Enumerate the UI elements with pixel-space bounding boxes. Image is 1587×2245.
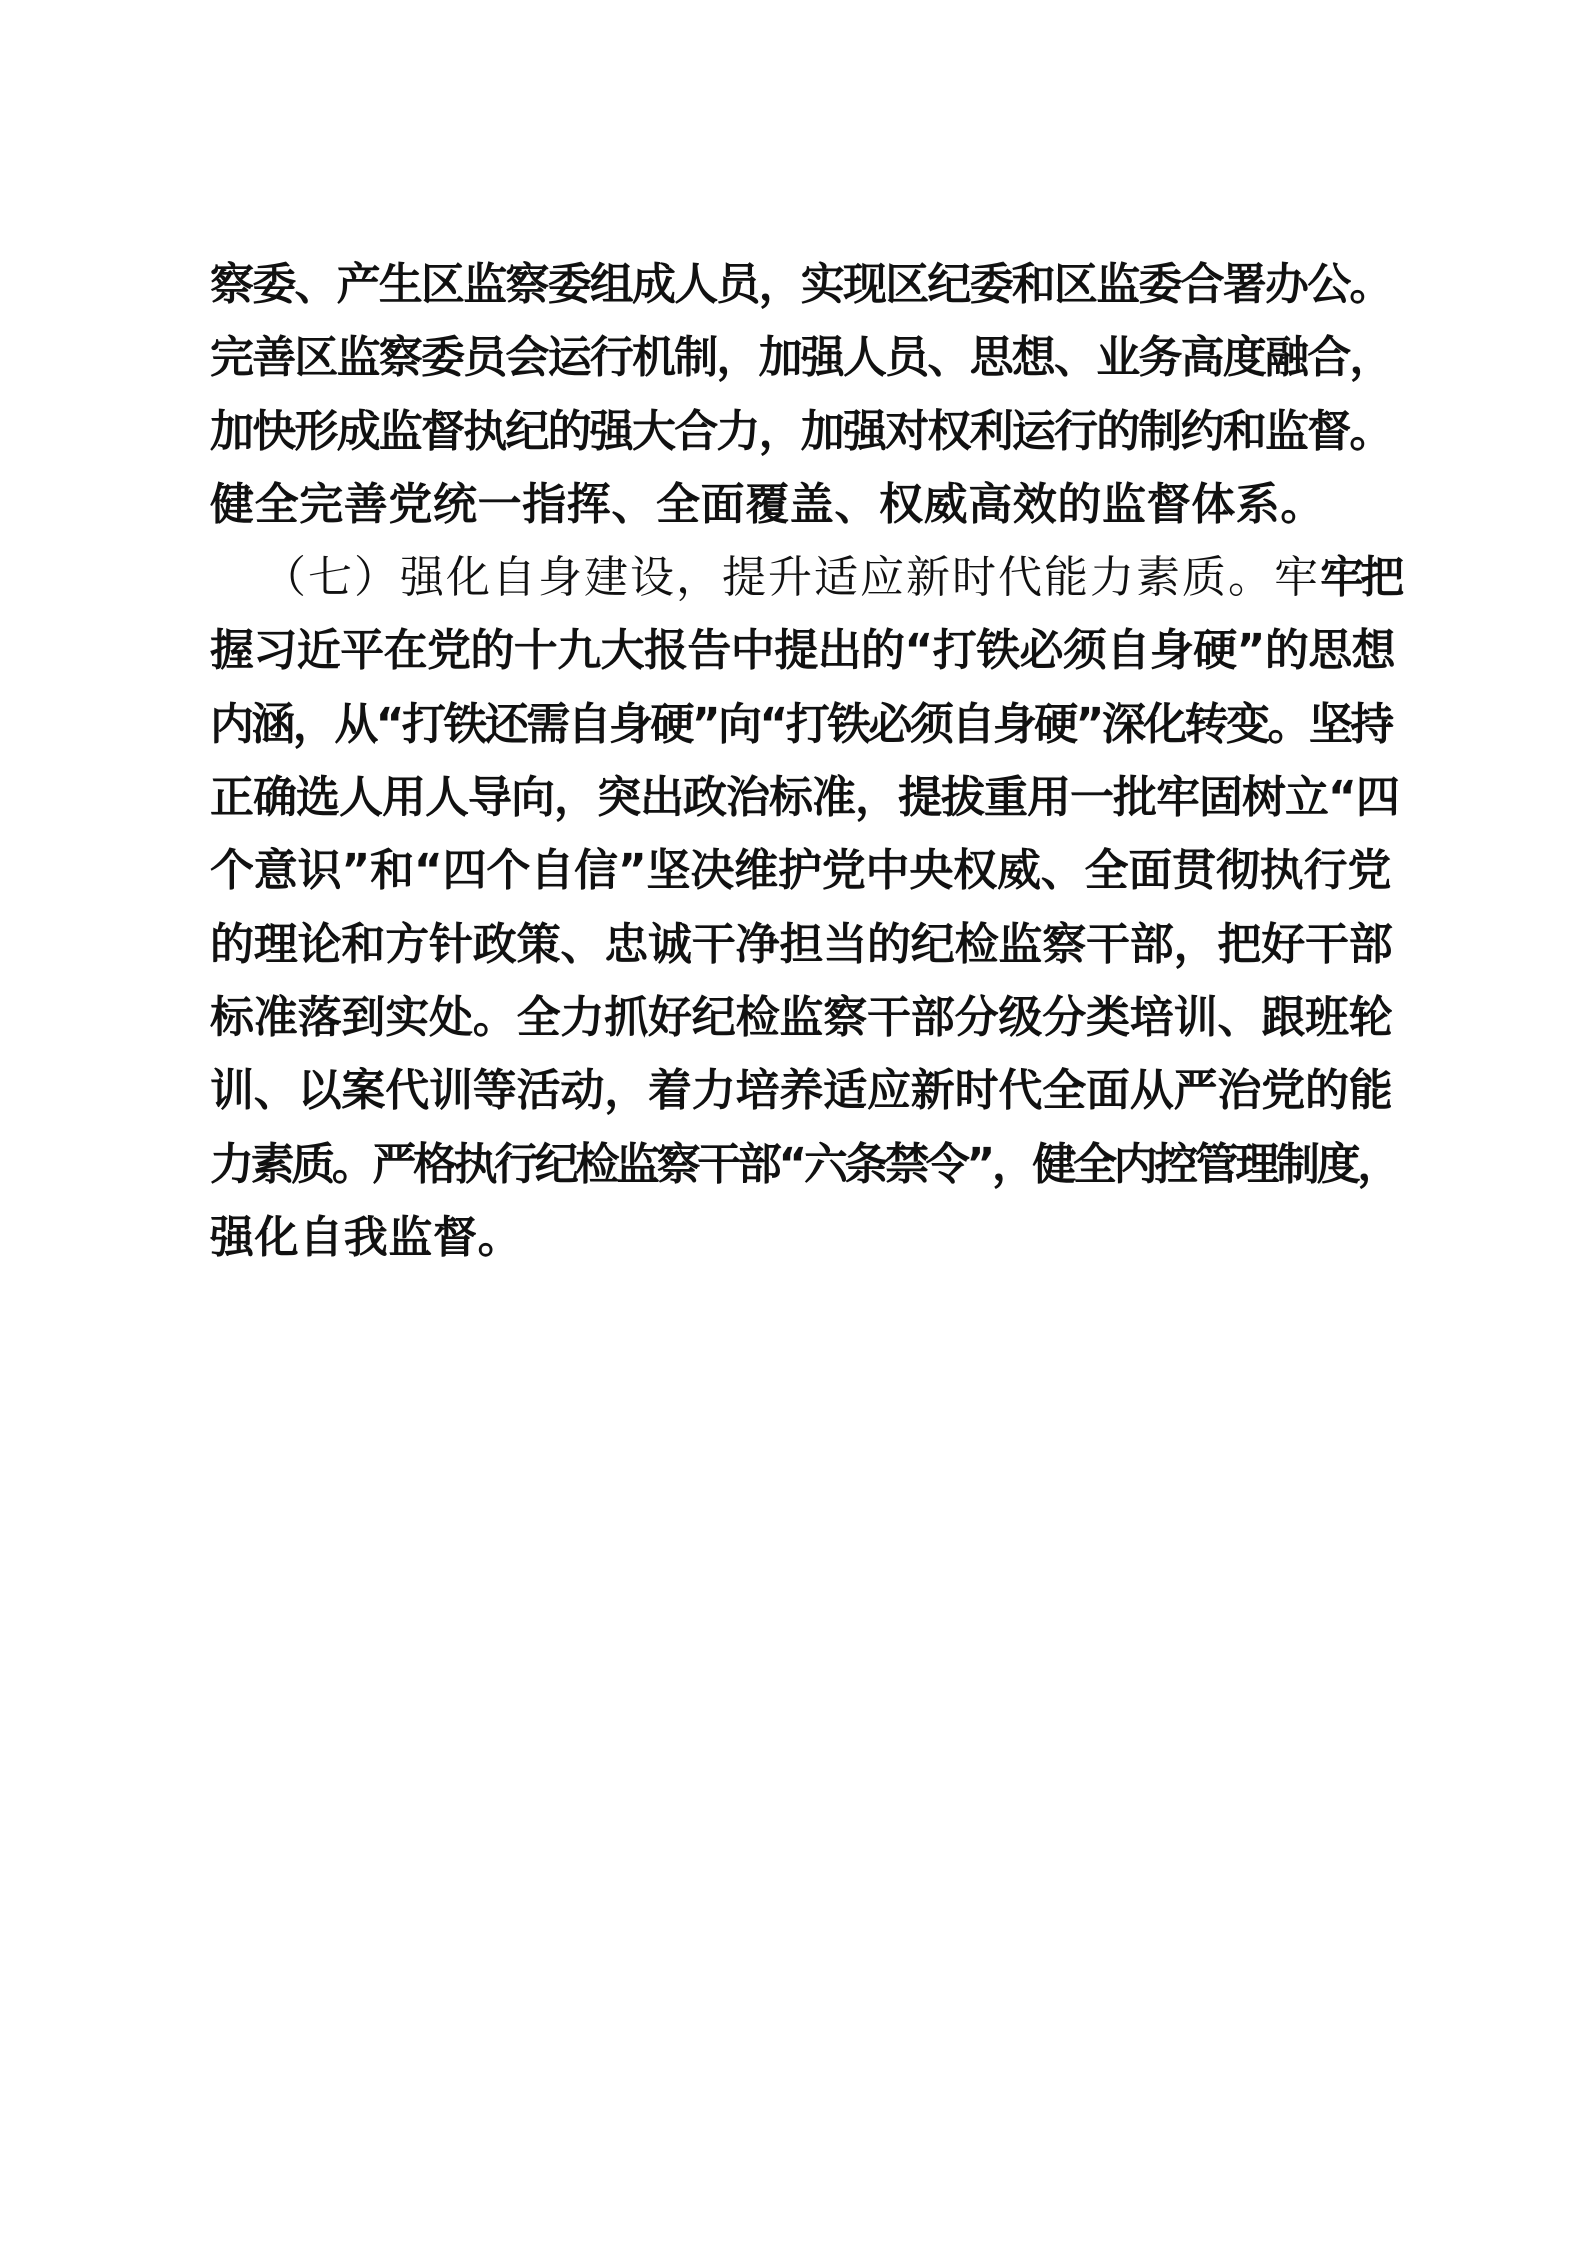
text-line: 察委、产生区监察委组成人员，实现区纪委和区监委合署办公。 (210, 259, 1392, 310)
text-line: 握习近平在党的十九大报告中提出的“打铁必须自身硬”的思想 (210, 625, 1396, 677)
text-line: 强化自我监督。 (210, 1211, 523, 1263)
section-heading: （七）强化自身建设，提升适应新时代能力素质。牢 (262, 552, 1320, 604)
text-line: 个意识”和“四个自信”坚决维护党中央权威、全面贯彻执行党 (210, 845, 1392, 897)
text-line: 训、以案代训等活动，着力培养适应新时代全面从严治党的能 (210, 1065, 1393, 1117)
section-heading-line: （七）强化自身建设，提升适应新时代能力素质。牢牢把 (262, 552, 1401, 604)
text-line: 力素质。严格执行纪检监察干部“六条禁令”，健全内控管理制度， (210, 1138, 1398, 1190)
text-line: 内涵，从“打铁还需自身硬”向“打铁必须自身硬”深化转变。坚持 (210, 698, 1392, 750)
text-line: 完善区监察委员会运行机制，加强人员、思想、业务高度融合， (210, 332, 1392, 384)
text-line: 的理论和方针政策、忠诚干净担当的纪检监察干部，把好干部 (210, 918, 1393, 970)
text-line: 标准落到实处。全力抓好纪检监察干部分级分类培训、跟班轮 (210, 991, 1393, 1043)
text-line: 健全完善党统一指挥、全面覆盖、权威高效的监督体系。 (210, 478, 1325, 530)
text-line: 加快形成监督执纪的强大合力，加强对权利运行的制约和监督。 (210, 405, 1392, 457)
text-line: 正确选人用人导向，突出政治标准，提拔重用一批牢固树立“四 (210, 772, 1399, 824)
body-text (210, 248, 1400, 1274)
